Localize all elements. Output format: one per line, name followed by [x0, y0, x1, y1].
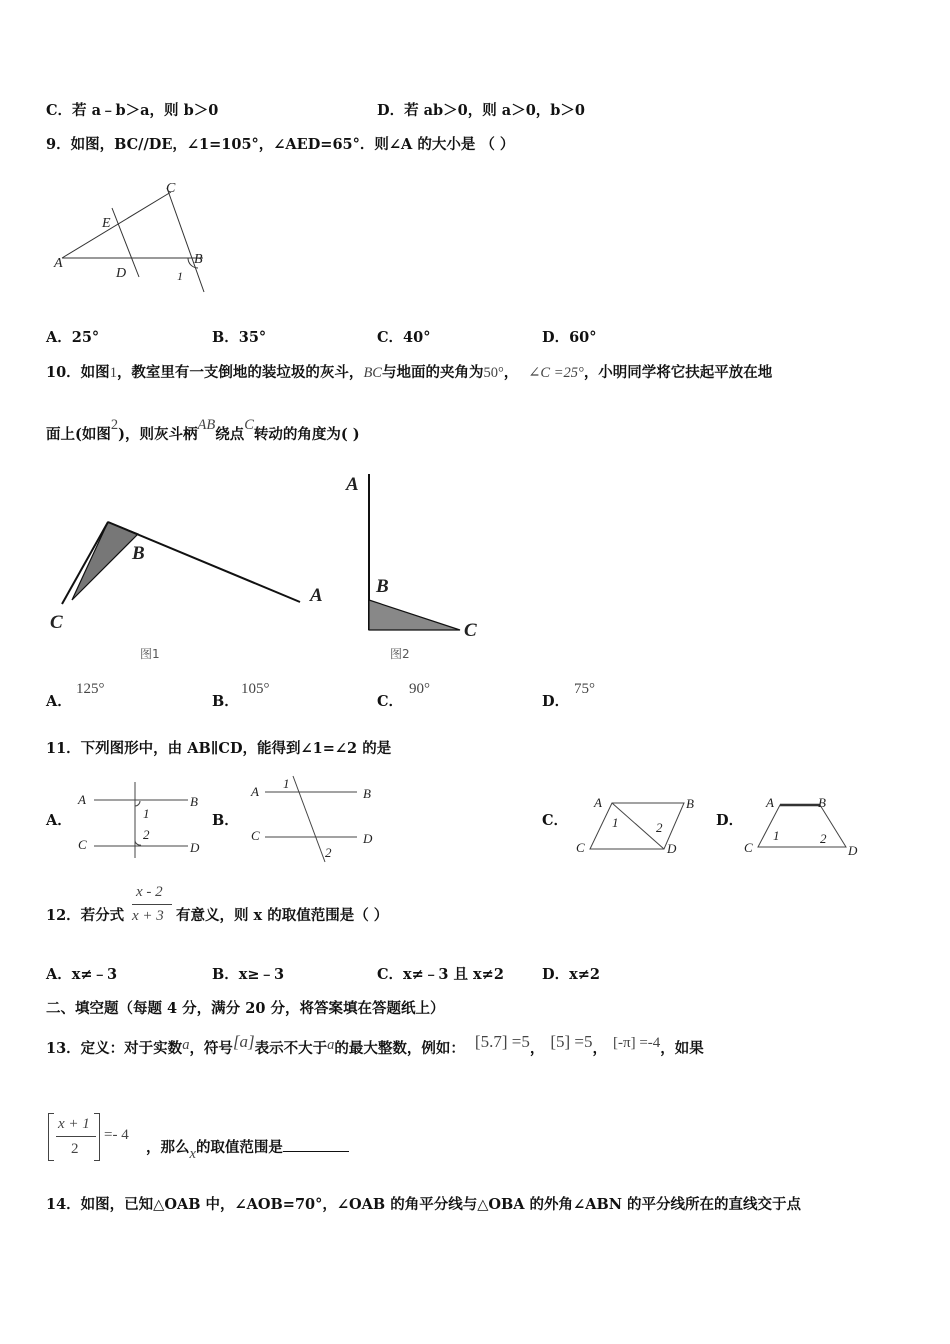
- svg-text:1: 1: [283, 776, 290, 791]
- svg-text:A: A: [78, 792, 86, 807]
- svg-text:2: 2: [143, 827, 150, 842]
- q12-stem-prefix: 12．若分式: [46, 907, 125, 924]
- q11-stem: 11．下列图形中，由 AB∥CD，能得到∠1=∠2 的是: [46, 740, 392, 757]
- q10-option-a-value: 125°: [76, 681, 105, 697]
- q8-option-d: D．若 ab＞0，则 a＞0，b＞0: [377, 102, 586, 119]
- q10-option-c-letter: C．: [377, 693, 404, 710]
- q10-figure-1: [40, 470, 340, 640]
- svg-text:D: D: [363, 831, 373, 846]
- svg-text:B: B: [363, 786, 371, 801]
- q9-label-d: D: [116, 266, 127, 281]
- q11-option-d-letter: D．: [716, 812, 744, 829]
- q11-figure-b: [245, 774, 385, 866]
- q11-figure-d: [742, 794, 872, 860]
- svg-text:B: B: [818, 795, 826, 810]
- svg-text:1: 1: [612, 815, 619, 830]
- q12-numerator: x - 2: [136, 884, 163, 900]
- svg-text:D: D: [190, 840, 200, 855]
- q13-equals: =- 4: [104, 1127, 129, 1143]
- q10-fig2-label-a: A: [346, 474, 359, 495]
- q9-stem: 9．如图，BC//DE，∠1=105°，∠AED=65°．则∠A 的大小是 （ ）: [46, 136, 515, 153]
- svg-text:2: 2: [325, 845, 332, 860]
- q11-figure-a: [70, 778, 210, 860]
- svg-text:2: 2: [656, 820, 663, 835]
- svg-text:C: C: [78, 837, 87, 852]
- q9-option-b: B．35°: [212, 329, 267, 346]
- q10-option-b-letter: B．: [212, 693, 239, 710]
- svg-text:1: 1: [143, 806, 150, 821]
- q12-denominator: x + 3: [132, 908, 164, 924]
- q9-label-a: A: [54, 256, 63, 271]
- q8-option-c: C．若 a﹣b＞a，则 b＞0: [46, 102, 219, 119]
- q12-stem-suffix: 有意义，则 x 的取值范围是（ ）: [176, 907, 389, 924]
- q14-stem: 14．如图，已知△OAB 中，∠AOB=70°，∠OAB 的角平分线与△OBA 的外角∠ABN 的平分线所在的直线交于点: [46, 1196, 802, 1213]
- q13-frac-num: x + 1: [58, 1116, 90, 1132]
- svg-text:A: A: [251, 784, 259, 799]
- q12-option-b: B．x≥﹣3: [212, 966, 285, 983]
- svg-text:D: D: [848, 843, 858, 858]
- q13-answer-blank[interactable]: [283, 1139, 349, 1152]
- q10-figure-2: [340, 470, 500, 640]
- q9-label-1: 1: [177, 269, 183, 283]
- svg-text:1: 1: [773, 828, 780, 843]
- q10-fig1-caption: 图1: [140, 647, 160, 661]
- svg-text:B: B: [686, 796, 694, 811]
- q10-option-d-value: 75°: [574, 681, 595, 697]
- svg-text:A: A: [594, 795, 602, 810]
- section2-heading: 二、填空题（每题 4 分，满分 20 分，将答案填在答题纸上）: [46, 1000, 445, 1017]
- q10-fig2-label-b: B: [376, 576, 389, 597]
- q9-option-a: A．25°: [46, 329, 100, 346]
- q11-option-c-letter: C．: [542, 812, 569, 829]
- q13-frac-bar: [56, 1136, 96, 1137]
- q12-option-c: C．x≠﹣3 且 x≠2: [377, 966, 504, 983]
- q10-line1: 10．如图1，教室里有一支倒地的装垃圾的灰斗，BC与地面的夹角为50°， ∠C =25°，小明同学将它扶起平放在地: [46, 364, 773, 381]
- q12-option-a: A．x≠﹣3: [46, 966, 118, 983]
- q10-option-a-letter: A．: [46, 693, 72, 710]
- q12-option-d: D．x≠2: [542, 966, 600, 983]
- svg-text:A: A: [766, 795, 774, 810]
- q13-left-bracket: [48, 1113, 54, 1161]
- svg-text:C: C: [576, 840, 585, 855]
- q10-option-c-value: 90°: [409, 681, 430, 697]
- q11-figure-c: [572, 794, 702, 860]
- q13-frac-den: 2: [71, 1141, 79, 1157]
- q9-label-e: E: [102, 216, 111, 231]
- q10-option-d-letter: D．: [542, 693, 570, 710]
- q9-figure: [50, 176, 220, 298]
- q10-option-b-value: 105°: [241, 681, 270, 697]
- q9-label-c: C: [166, 181, 176, 196]
- svg-text:D: D: [667, 841, 677, 856]
- q10-fig2-label-c: C: [464, 620, 477, 641]
- q10-line2: 面上(如图2)，则灰斗柄AB绕点C转动的角度为( ): [46, 417, 360, 443]
- q9-option-c: C．40°: [377, 329, 431, 346]
- q9-option-d: D．60°: [542, 329, 597, 346]
- svg-text:B: B: [190, 794, 198, 809]
- q13-line1: 13．定义：对于实数a，符号[a]表示不大于a的最大整数，例如： [5.7] =5， [5] =5， [-π] =-4，如果: [46, 1032, 704, 1057]
- q10-fig1-label-a: A: [310, 585, 323, 606]
- q12-fraction-bar: [132, 904, 172, 905]
- q10-fig1-label-c: C: [50, 612, 63, 633]
- svg-text:2: 2: [820, 831, 827, 846]
- q9-label-b: B: [194, 252, 203, 267]
- q11-option-b-letter: B．: [212, 812, 239, 829]
- q10-fig2-caption: 图2: [390, 647, 410, 661]
- q10-fig1-label-b: B: [132, 543, 145, 564]
- svg-text:C: C: [251, 828, 260, 843]
- q13-right-bracket: [94, 1113, 100, 1161]
- svg-text:C: C: [744, 840, 753, 855]
- q13-line2: ，那么x的取值范围是: [146, 1139, 349, 1156]
- q11-option-a-letter: A．: [46, 812, 72, 829]
